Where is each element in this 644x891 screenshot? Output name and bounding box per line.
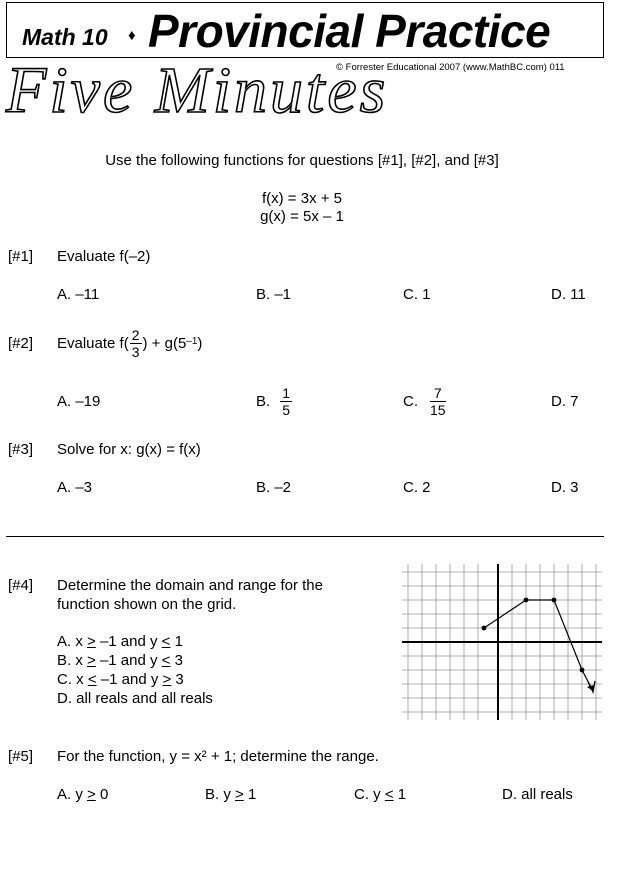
q2-option-b-denominator: 5 [282, 401, 290, 418]
q5-prompt: For the function, y = x² + 1; determine the range. [57, 748, 379, 765]
function-grid-graph [402, 564, 602, 720]
q4-prompt-line1: Determine the domain and range for the [57, 577, 323, 594]
point-peak-right [552, 598, 557, 603]
q2-prompt-start: Evaluate f( [57, 334, 129, 352]
q2-option-c-label: C. [403, 392, 418, 410]
q2-option-b-numerator: 1 [282, 384, 290, 401]
five-minutes-banner [4, 58, 504, 122]
q5-option-d: D. all reals [502, 786, 573, 803]
q3-option-d: D. 3 [551, 479, 579, 496]
q2-option-d: D. 7 [551, 393, 579, 410]
q1-number: [#1] [8, 248, 34, 265]
q1-option-d: D. 11 [551, 286, 586, 303]
q2-option-c [403, 382, 448, 420]
q2-fraction [130, 328, 142, 359]
q3-option-b: B. –2 [256, 479, 292, 496]
q2-option-c-fraction [430, 386, 446, 417]
intro-text: Use the following functions for questions [#1], [#2], and [#3] [105, 152, 499, 169]
q2-option-a: A. –19 [57, 393, 101, 410]
section-divider [6, 536, 604, 537]
q4-prompt-line2: function shown on the grid. [57, 596, 237, 613]
q4-option-b: B. x > –1 and y < 3 [57, 652, 183, 669]
q4-option-d: D. all reals and all reals [57, 690, 213, 707]
point-start [482, 626, 487, 631]
q2-option-b-fraction [280, 386, 292, 417]
copyright: © Forrester Educational 2007 (www.MathBC.com) 011 [336, 62, 565, 73]
banner-text: Five Minutes [6, 58, 389, 122]
q2-option-b [256, 382, 294, 420]
q3-option-a: A. –3 [57, 479, 93, 496]
q1-option-c: C. 1 [403, 286, 431, 303]
q4-option-c: C. x < –1 and y > 3 [57, 671, 184, 688]
q2-prompt-mid: ) + g(5 [142, 334, 187, 352]
point-peak-left [524, 598, 529, 603]
q2-exponent: –1 [186, 335, 198, 347]
q2-option-c-denominator: 15 [430, 401, 446, 418]
q5-number: [#5] [8, 748, 34, 765]
q5-option-a: A. y > 0 [57, 786, 109, 803]
q5-option-b: B. y > 1 [205, 786, 257, 803]
q3-prompt: Solve for x: g(x) = f(x) [57, 441, 201, 458]
function-g: g(x) = 5x – 1 [260, 208, 344, 225]
q1-prompt: Evaluate f(–2) [57, 248, 151, 265]
q4-number: [#4] [8, 577, 34, 594]
q2-fraction-denominator: 3 [131, 343, 140, 360]
q1-option-a: A. –11 [57, 286, 100, 303]
q3-option-c: C. 2 [403, 479, 431, 496]
q2-option-b-label: B. [256, 392, 271, 410]
q2-prompt-end: ) [197, 334, 203, 352]
course-label: Math 10 [22, 24, 108, 50]
point-lower [580, 668, 585, 673]
q2-fraction-numerator: 2 [131, 326, 140, 343]
page-title: Provincial Practice [148, 5, 551, 57]
q2-number: [#2] [8, 335, 34, 352]
q2-option-c-numerator: 7 [430, 386, 446, 402]
q5-option-c: C. y < 1 [354, 786, 407, 803]
q1-option-b: B. –1 [256, 286, 292, 303]
q3-number: [#3] [8, 441, 34, 458]
function-f: f(x) = 3x + 5 [261, 190, 343, 207]
q4-option-a: A. x > –1 and y < 1 [57, 633, 183, 650]
diamond-separator: ♦ [128, 27, 136, 44]
q2-prompt [57, 325, 202, 361]
